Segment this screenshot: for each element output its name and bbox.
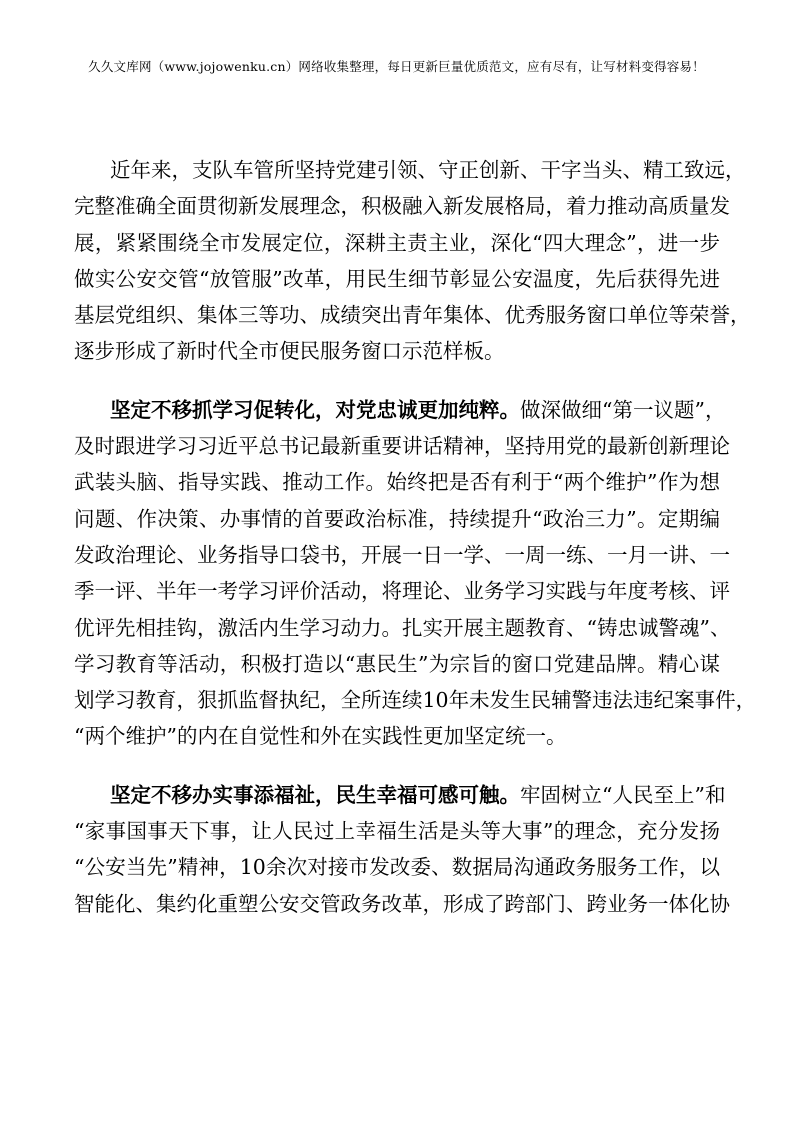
text-line: 划学习教育，狠抓监督执纪，全所连续10年未发生民辅警违法违纪案事件， xyxy=(74,688,757,713)
paragraph-study xyxy=(74,392,757,755)
text-line: 及时跟进学习习近平总书记最新重要讲话精神，坚持用党的最新创新理论 xyxy=(74,434,730,459)
paragraph-welfare xyxy=(74,777,730,922)
text-line-lead xyxy=(74,392,726,428)
text-line: 做实公安交管“放管服”改革，用民生细节彰显公安温度，先后获得先进 xyxy=(74,266,720,291)
page-header: 久久文库网（www.jojowenku.cn）网络收集整理，每日更新巨量优质范文，应有尽有，让写材料变得容易！ xyxy=(88,59,705,74)
text-line: “公安当先”精神，10余次对接市发改委、数据局沟通政务服务工作，以 xyxy=(74,855,720,880)
lead-rest: 做深做细“第一议题”， xyxy=(520,397,726,422)
text-line: 优评先相挂钩，激活内生学习动力。扎实开展主题教育、“铸忠诚警魂”、 xyxy=(74,615,731,640)
paragraph-intro xyxy=(74,152,751,370)
text-line: “两个维护”的内在自觉性和外在实践性更加坚定统一。 xyxy=(74,724,567,749)
text-line: “家事国事天下事，让人民过上幸福生活是头等大事”的理念，充分发扬 xyxy=(74,819,720,844)
text-line: 展，紧紧围绕全市发展定位，深耕主责主业，深化“四大理念”，进一步 xyxy=(74,230,720,255)
text-line: 问题、作决策、办事情的首要政治标准，持续提升“政治三力”。定期编 xyxy=(74,506,720,531)
document-body xyxy=(74,152,757,922)
text-line: 完整准确全面贯彻新发展理念，积极融入新发展格局，着力推动高质量发 xyxy=(74,194,730,219)
text-line: 近年来，支队车管所坚持党建引领、守正创新、干字当头、精工致远， xyxy=(110,158,746,182)
text-line: 发政治理论、业务指导口袋书，开展一日一学、一周一练、一月一讲、一 xyxy=(74,542,730,567)
text-line: 逐步形成了新时代全市便民服务窗口示范样板。 xyxy=(74,339,505,364)
lead-rest: 牢固树立“人民至上”和 xyxy=(520,782,726,807)
bold-lead: 坚定不移抓学习促转化，对党忠诚更加纯粹。 xyxy=(110,397,520,422)
text-line-lead xyxy=(74,777,726,813)
text-line: 智能化、集约化重塑公安交管政务改革，形成了跨部门、跨业务一体化协 xyxy=(74,891,730,916)
text-line: 基层党组织、集体三等功、成绩突出青年集体、优秀服务窗口单位等荣誉， xyxy=(74,303,751,328)
text-line: 学习教育等活动，积极打造以“惠民生”为宗旨的窗口党建品牌。精心谋 xyxy=(74,651,720,676)
text-line: 武装头脑、指导实践、推动工作。始终把是否有利于“两个维护”作为想 xyxy=(74,470,720,495)
bold-lead: 坚定不移办实事添福祉，民生幸福可感可触。 xyxy=(110,782,520,807)
text-line: 季一评、半年一考学习评价活动，将理论、业务学习实践与年度考核、评 xyxy=(74,579,730,604)
